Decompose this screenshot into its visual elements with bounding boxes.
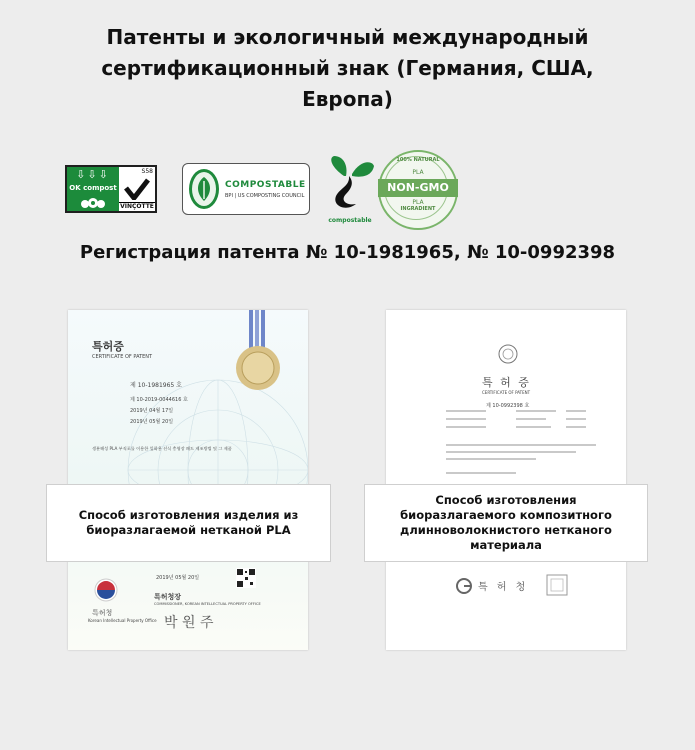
ok-compost-label: OK compost <box>69 183 117 192</box>
cert-left-application: 제 10-2019-0044616 호 <box>130 397 188 403</box>
seedling-label: compostable <box>328 217 372 224</box>
cert-left-filing-date: 2019년 04월 17일 <box>130 408 174 414</box>
cert-left-signature: 박 원 주 <box>164 615 214 631</box>
cert-left-date-bottom: 2019년 05월 20일 <box>156 575 200 581</box>
arrows-icon: ⇩⇩⇩ <box>76 168 110 181</box>
stamp-icon <box>546 574 568 596</box>
cert-left-commissioner-en: COMMISSIONER, KOREAN INTELLECTUAL PROPERTY OFFICE <box>154 602 261 606</box>
flower-icon <box>73 195 113 209</box>
office-logo-icon <box>456 578 472 594</box>
checkmark-icon <box>124 178 150 200</box>
headline-line-2: сертификационный знак (Германия, США, <box>101 56 594 80</box>
leaf-figure-icon <box>189 169 219 209</box>
cert-right-number: 제 10-0992398 호 <box>486 403 530 409</box>
non-gmo-pla-top: PLA <box>412 169 424 176</box>
cert-right-text-block-icon <box>446 410 606 480</box>
ok-compost-code: S58 <box>141 168 153 175</box>
cert-left-invention: 생분해성 PLA 부직포를 이용한 잎화용 선식 충영장 패드 제조방법 및 그 제품 <box>92 446 232 451</box>
headline-line-1: Патенты и экологичный международный <box>106 25 589 49</box>
cert-right-subtitle: CERTIFICATE OF PATENT <box>482 390 531 395</box>
cert-left-office-en: Korean Intellectual Property Office <box>88 618 157 623</box>
seal-emblem-icon <box>498 344 518 364</box>
bpi-subtitle: BPI | US COMPOSTING COUNCIL <box>225 192 305 199</box>
non-gmo-pla-bottom: PLA <box>412 199 424 206</box>
non-gmo-logo <box>378 150 458 230</box>
cert-left-subtitle: CERTIFICATE OF PATENT <box>92 354 153 360</box>
non-gmo-banner: NON-GMO <box>378 179 458 197</box>
cert-left-commissioner: 특허청장 <box>154 593 182 601</box>
cert-right-office: 특 허 청 <box>478 582 529 593</box>
non-gmo-top-text: 100% NATURAL <box>396 157 440 163</box>
caption-right: Способ изготовления биоразлагаемого композитного длинноволокнистого нетканого материала <box>364 484 648 562</box>
cert-left-title: 특허증 <box>92 340 124 353</box>
patent-registration-heading: Регистрация патента № 10-1981965, № 10-0992398 <box>79 242 616 263</box>
cert-right-title: 특 허 증 <box>482 376 531 389</box>
certificate-right <box>386 310 626 650</box>
vincotte-label: VINÇOTTE <box>120 203 154 210</box>
kipo-emblem-icon <box>94 578 118 602</box>
cert-left-number: 제 10-1981965 호 <box>130 382 182 389</box>
non-gmo-bottom-text: INGRADIENT <box>400 206 436 212</box>
ok-compost-logo <box>65 165 157 213</box>
certification-logos <box>60 150 640 230</box>
headline <box>0 22 695 115</box>
cert-left-office: 특허청 <box>92 609 113 617</box>
seedling-compostable-logo <box>322 154 378 224</box>
qr-code-icon <box>236 568 256 588</box>
bpi-compostable-logo <box>182 163 310 215</box>
bpi-title: COMPOSTABLE <box>225 179 306 190</box>
cert-left-reg-date: 2019년 05월 20일 <box>130 419 174 425</box>
headline-line-3: Европа) <box>302 87 393 111</box>
seedling-icon <box>322 154 378 214</box>
certificate-left <box>68 310 308 650</box>
caption-left: Способ изготовления изделия из биоразлагаемой нетканой PLA <box>46 484 331 562</box>
